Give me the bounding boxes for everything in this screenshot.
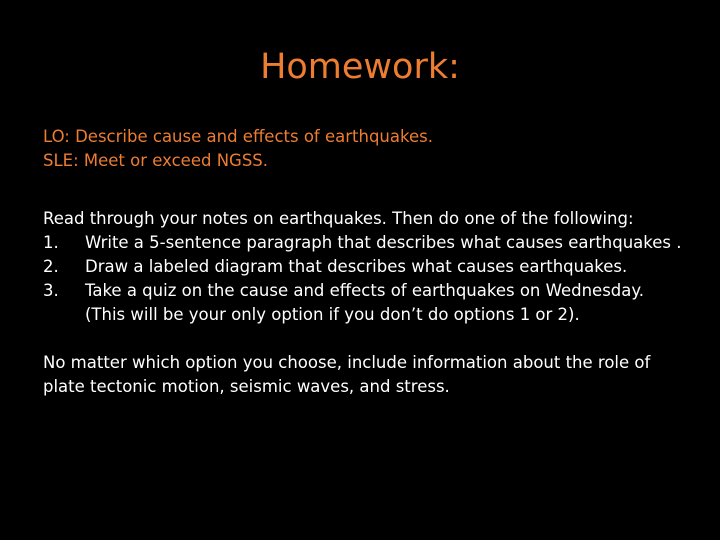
option-number: 1. — [43, 233, 59, 252]
list-item — [43, 231, 683, 255]
option-text: Write a 5-sentence paragraph that describes what causes earthquakes . — [85, 233, 682, 252]
options-list — [43, 231, 683, 327]
closing-text: No matter which option you choose, include information about the role of plate tectonic motion, seismic waves, and stress. — [43, 353, 651, 396]
option-number: 2. — [43, 257, 59, 276]
option-text: Take a quiz on the cause and effects of earthquakes on Wednesday. (This will be your only option if you don’t do options 1 or 2). — [85, 281, 645, 324]
list-item — [43, 255, 683, 279]
option-number: 3. — [43, 281, 59, 300]
learning-objectives — [43, 125, 683, 173]
list-item — [43, 279, 683, 327]
homework-instructions — [43, 207, 683, 399]
slide-title: Homework: — [260, 47, 460, 87]
sle-line: SLE: Meet or exceed NGSS. — [43, 151, 269, 170]
option-text: Draw a labeled diagram that describes what causes earthquakes. — [85, 257, 628, 276]
lo-line: LO: Describe cause and effects of earthquakes. — [43, 127, 433, 146]
intro-text: Read through your notes on earthquakes. Then do one of the following: — [43, 209, 634, 228]
